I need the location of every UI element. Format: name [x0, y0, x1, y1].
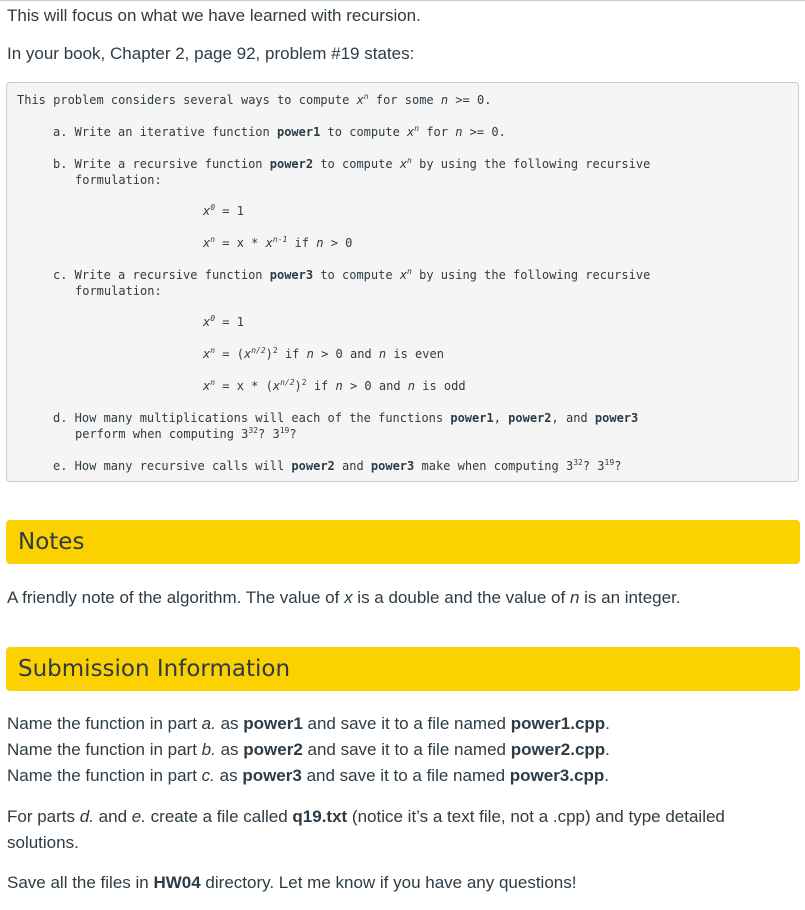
submission-line-power1: Name the function in part a. as power1 and save it to a file named power1.cpp.: [7, 714, 610, 733]
formula-b-base: $x^0 = 1$: [203, 203, 244, 218]
intro-line-2: In your book, Chapter 2, page 92, problem #19 states:: [7, 44, 415, 63]
formula-b-recursive: $x^n = x * x^{n-1}$ if n > 0: [203, 235, 353, 250]
submission-parts-de: For parts d. and e. create a file called q19.txt (notice it’s a text file, not a .cpp) and type detailed: [7, 807, 725, 826]
formula-c-even: $x^n = (x^{n/2})^2$ if n > 0 and n is even: [203, 346, 444, 361]
notes-text: A friendly note of the algorithm. The value of x is a double and the value of n is an integer.: [7, 588, 681, 607]
formula-c-base: $x^0 = 1$: [203, 314, 244, 329]
submission-heading: Submission Information: [6, 647, 800, 691]
problem-part-c-line2: formulation:: [75, 284, 162, 298]
problem-part-c: c. Write a recursive function power3 to compute $x^n$ by using the following recursive: [53, 267, 651, 282]
problem-part-b-line2: formulation:: [75, 173, 162, 187]
formula-c-odd: $x^n = x * (x^{n/2})^2$ if n > 0 and n is odd: [203, 378, 466, 393]
notes-heading: Notes: [6, 520, 800, 564]
submission-line-power2: Name the function in part b. as power2 and save it to a file named power2.cpp.: [7, 740, 610, 759]
problem-part-d: d. How many multiplications will each of the functions power1, power2, and power3: [53, 411, 639, 425]
problem-part-a: a. Write an iterative function power1 to compute $x^n$ for n >= 0.: [53, 124, 506, 139]
problem-part-d-line2: perform when computing $3^{32}$? $3^{19}$?: [75, 426, 297, 441]
problem-statement: This problem considers several ways to compute $x^n$ for some n >= 0.: [17, 92, 492, 107]
top-divider: [0, 0, 805, 1]
submission-line-power3: Name the function in part c. as power3 and save it to a file named power3.cpp.: [7, 766, 609, 785]
intro-line-1: This will focus on what we have learned with recursion.: [7, 6, 421, 25]
submission-save-directory: Save all the files in HW04 directory. Let me know if you have any questions!: [7, 873, 577, 892]
submission-parts-de-line2: solutions.: [7, 833, 79, 852]
problem-part-b: b. Write a recursive function power2 to compute $x^n$ by using the following recursive: [53, 156, 651, 171]
problem-code-block: [6, 82, 799, 482]
problem-part-e: e. How many recursive calls will power2 and power3 make when computing $3^{32}$? $3^{19}$?: [53, 458, 622, 473]
